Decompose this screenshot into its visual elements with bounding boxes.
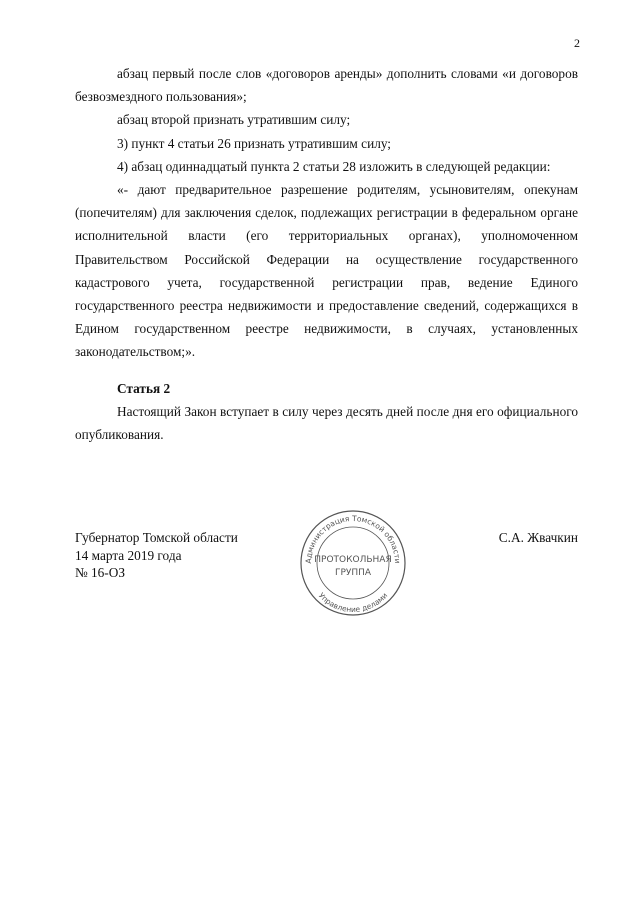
stamp-inner-line-2: ГРУППА — [334, 568, 372, 578]
official-stamp — [298, 508, 408, 618]
paragraph-amendment-3: 3) пункт 4 статьи 26 признать утратившим силу; — [117, 135, 391, 151]
paragraph-amendment-4: 4) абзац одиннадцатый пункта 2 статьи 28 изложить в следующей редакции: — [117, 158, 551, 174]
paragraph-amendment-2: абзац второй признать утратившим силу; — [117, 112, 351, 128]
document-body — [75, 62, 578, 446]
article-2-heading: Статья 2 — [117, 380, 171, 396]
paragraph-new-wording: «- дают предварительное разрешение родителям, усыновителям, опекунам (попечителям) для заключения сделок, подлежащих регистрации в федеральном органе исполнительной власти (его территориальных органах), уполномоченном Правительством Российской Федерации на осуществление государственного кадастрового учета, государственной регистрации прав, ведение Единого государственного реестра недвижимости и предоставление сведений, содержащихся в Едином государственном реестре недвижимости, в случаях, установленных законодательством;». — [75, 182, 578, 360]
paragraph-amendment-1: абзац первый после слов «договоров аренды» дополнить словами «и договоров безвозмездного пользования»; — [75, 66, 578, 105]
page-number: 2 — [574, 36, 580, 50]
signer-name: С.А. Жвачкин — [498, 530, 578, 545]
signer-position: Губернатор Томской области — [75, 530, 238, 545]
law-date: 14 марта 2019 года — [75, 547, 182, 563]
stamp-outer-text-top: Администрация Томской области — [303, 513, 403, 564]
signature-block — [75, 529, 305, 582]
article-2-text: Настоящий Закон вступает в силу через десять дней после дня его официального опубликования. — [75, 403, 578, 443]
law-number: № 16-ОЗ — [75, 565, 125, 580]
stamp-inner-line-1: ПРОТОКОЛЬНАЯ — [314, 555, 392, 565]
stamp-outer-text-bottom: Управление делами — [316, 590, 390, 615]
